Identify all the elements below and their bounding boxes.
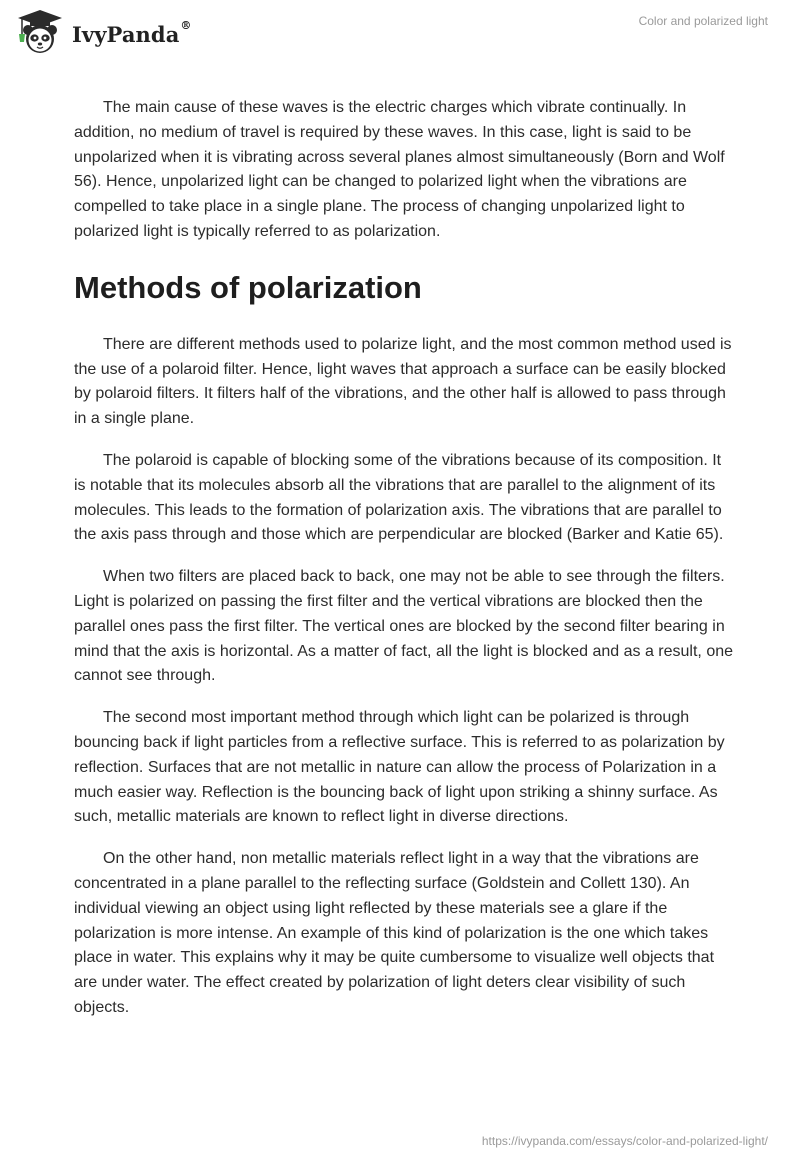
section-heading: Methods of polarization bbox=[74, 269, 422, 305]
paragraph-1: There are different methods used to polarize light, and the most common method used is the use of a polaroid filter. Hence, light waves that approach a surface can be easily blocked by polaroid filters. It filters half of the vibrations, and the other half is allowed to pass through in a single plane. bbox=[74, 335, 732, 428]
panda-logo-icon bbox=[14, 8, 66, 56]
intro-paragraph: The main cause of these waves is the electric charges which vibrate continually. In addition, no medium of travel is required by these waves. In this case, light is said to be unpolarized when it is vibrating across several planes almost simultaneously (Born and Wolf 56). Hence, unpolarized light can be changed to polarized light when the vibrations are compelled to take place in a single plane. The process of changing unpolarized light to polarized light is typically referred to as polarization. bbox=[74, 99, 725, 240]
paragraph-3: When two filters are placed back to back, one may not be able to see through the filters. Light is polarized on passing the first filter and the vertical vibrations are blocked then the parallel ones pass the first filter. The vertical ones are blocked by the second filter bearing in mind that the axis is horizontal. As a matter of fact, all the light is blocked and as a result, one cannot see through. bbox=[74, 568, 734, 685]
paragraph-5: On the other hand, non metallic materials reflect light in a way that the vibrations are concentrated in a plane parallel to the reflecting surface (Goldstein and Collett 130). An individual viewing an object using light reflected by these materials see a glare if the polarization is more intense. An example of this kind of polarization is the one which takes place in water. This explains why it may be quite cumbersome to visualize well objects that are under water. The effect created by polarization of light deters clear visibility of such objects. bbox=[74, 850, 715, 1016]
registered-mark: ® bbox=[180, 18, 192, 32]
essay-body bbox=[74, 96, 734, 1038]
document-title: Color and polarized light bbox=[638, 14, 768, 28]
paragraph-2: The polaroid is capable of blocking some of the vibrations because of its composition. It is notable that its molecules absorb all the vibrations that are parallel to the alignment of its molecules. This leads to the formation of polarization axis. The vibrations that are parallel to the axis pass through and those which are perpendicular are blocked (Barker and Katie 65). bbox=[74, 451, 724, 544]
brand-name: IvyPanda® bbox=[72, 18, 192, 47]
page-header bbox=[0, 0, 800, 64]
ivypanda-logo[interactable] bbox=[14, 8, 192, 56]
paragraph-4: The second most important method through which light can be polarized is through bouncing back if light particles from a reflective surface. This is referred to as polarization by reflection. Surfaces that are not metallic in nature can allow the process of Polarization in a much easier way. Reflection is the bouncing back of light upon striking a shinny surface. As such, metallic materials are known to reflect light in diverse directions. bbox=[74, 709, 725, 826]
source-url[interactable]: https://ivypanda.com/essays/color-and-polarized-light/ bbox=[481, 1134, 768, 1148]
